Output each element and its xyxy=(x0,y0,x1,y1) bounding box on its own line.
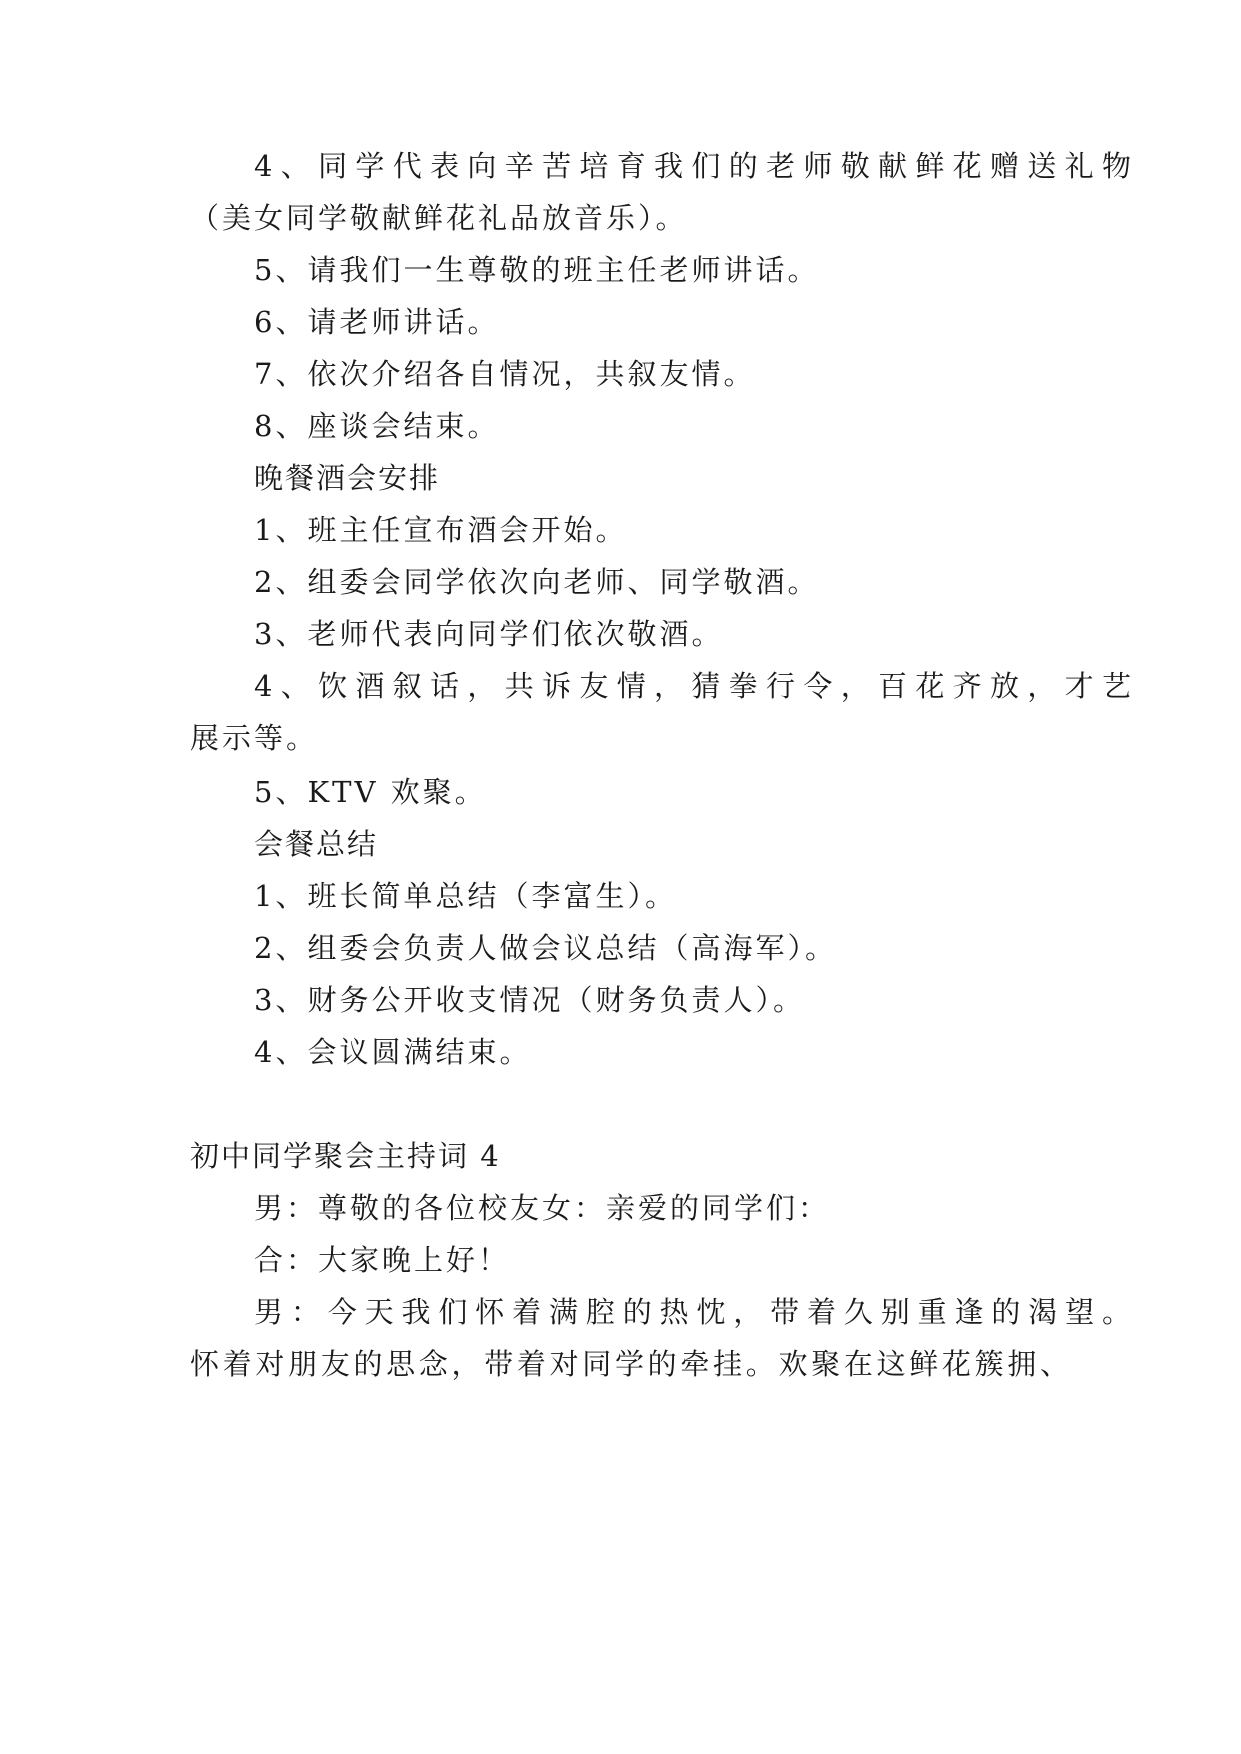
dinner-item-4-line1: 4、饮酒叙话，共诉友情，猜拳行令，百花齐放，才艺 xyxy=(254,669,1134,703)
dinner-item-5: 5、KTV 欢聚。 xyxy=(254,775,487,809)
dinner-item-3: 3、老师代表向同学们依次敬酒。 xyxy=(254,617,724,651)
speech-line-3b: 怀着对朋友的思念，带着对同学的牵挂。欢聚在这鲜花簇拥、 xyxy=(190,1347,1070,1381)
speech-line-3a: 男：今天我们怀着满腔的热忱，带着久别重逢的渴望。 xyxy=(254,1295,1134,1329)
speech-line-1: 男：尊敬的各位校友女：亲爱的同学们： xyxy=(254,1191,831,1225)
agenda-item-6: 6、请老师讲话。 xyxy=(254,305,500,339)
agenda-item-7: 7、依次介绍各自情况，共叙友情。 xyxy=(254,357,756,391)
dinner-section-title: 晚餐酒会安排 xyxy=(254,461,441,495)
agenda-item-4-line2: （美女同学敬献鲜花礼品放音乐）。 xyxy=(190,201,688,235)
speech-line-2: 合：大家晚上好！ xyxy=(254,1243,511,1277)
summary-item-4: 4、会议圆满结束。 xyxy=(254,1035,532,1069)
agenda-item-8: 8、座谈会结束。 xyxy=(254,409,500,443)
speech-title: 初中同学聚会主持词 4 xyxy=(190,1139,501,1173)
summary-section-title: 会餐总结 xyxy=(254,827,379,861)
dinner-item-4-line2: 展示等。 xyxy=(190,721,319,755)
agenda-item-5: 5、请我们一生尊敬的班主任老师讲话。 xyxy=(254,253,820,287)
dinner-item-2: 2、组委会同学依次向老师、同学敬酒。 xyxy=(254,565,820,599)
summary-item-2: 2、组委会负责人做会议总结（高海军）。 xyxy=(254,931,837,965)
dinner-item-1: 1、班主任宣布酒会开始。 xyxy=(254,513,628,547)
agenda-item-4-line1: 4、同学代表向辛苦培育我们的老师敬献鲜花赠送礼物 xyxy=(254,149,1134,183)
summary-item-3: 3、财务公开收支情况（财务负责人）。 xyxy=(254,983,805,1017)
summary-item-1: 1、班长简单总结（李富生）。 xyxy=(254,879,677,913)
